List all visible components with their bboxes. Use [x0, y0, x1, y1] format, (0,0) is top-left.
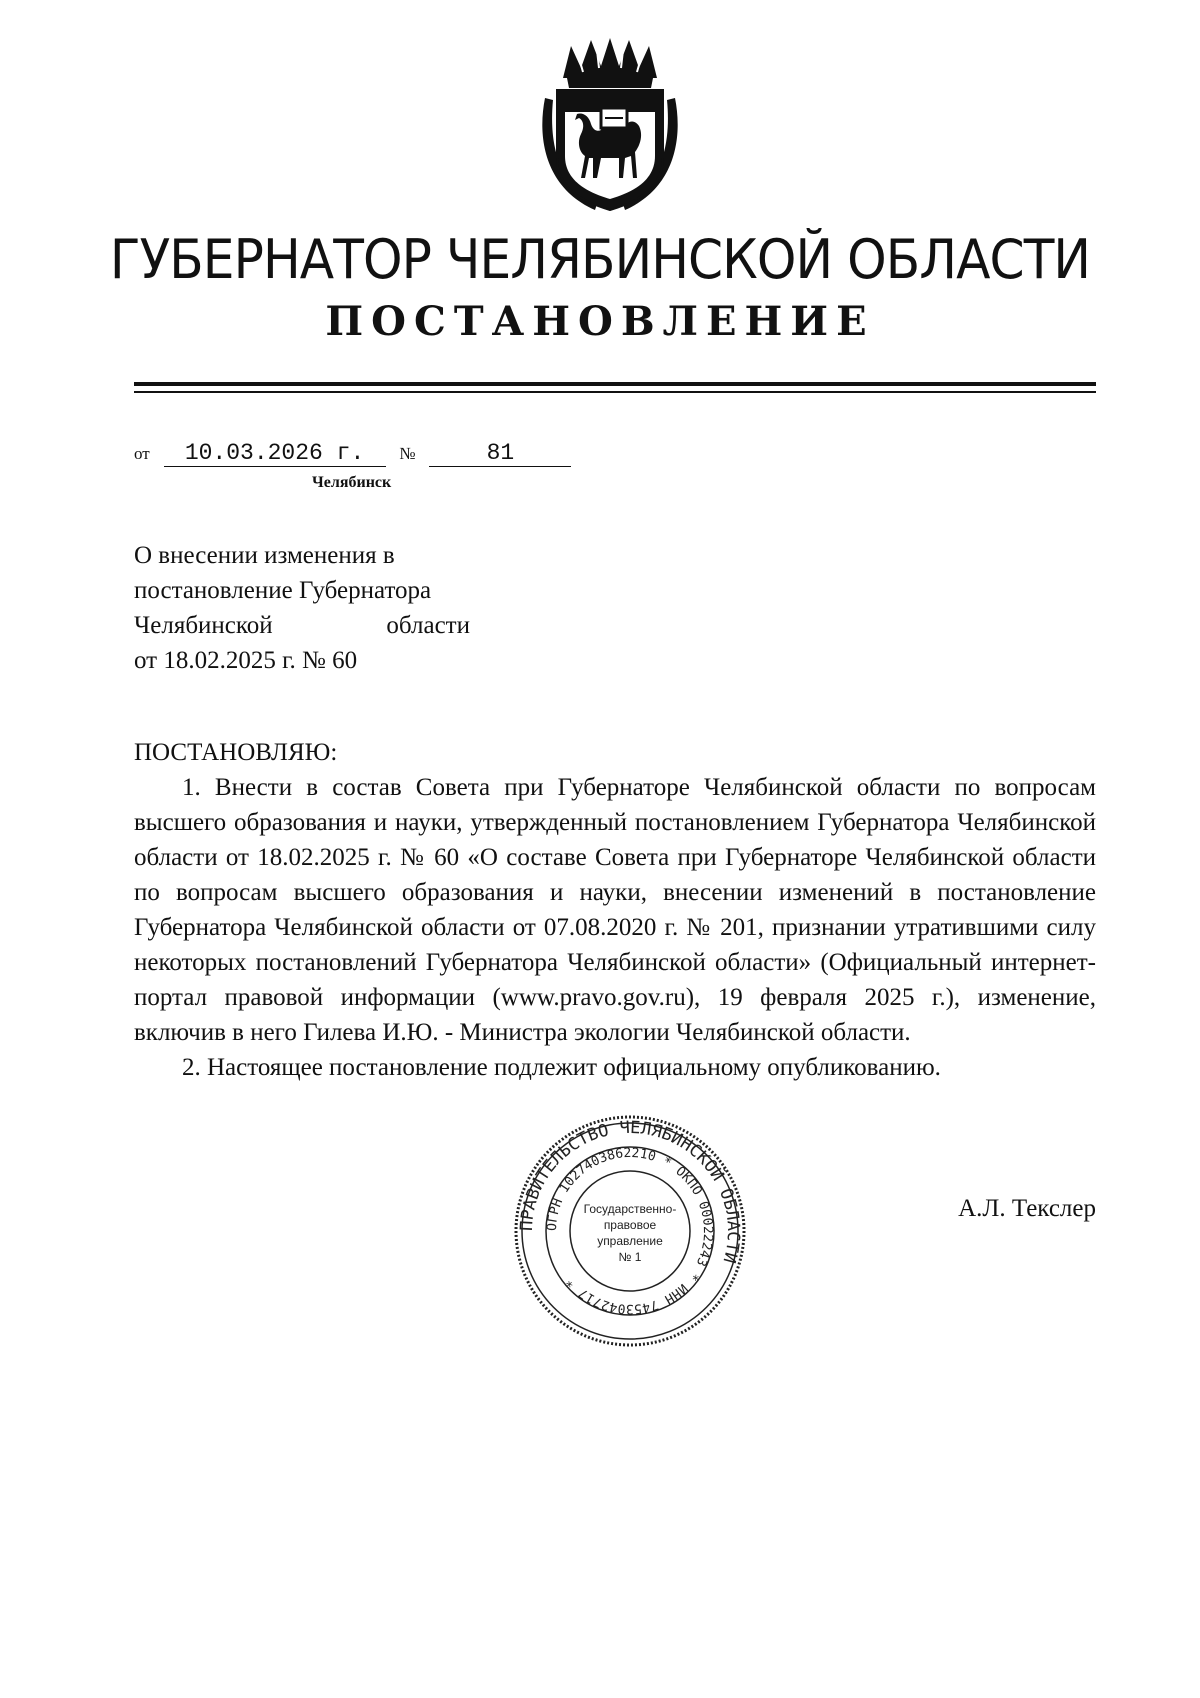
signatory-name: А.Л. Текслер [958, 1195, 1096, 1222]
org-title: ГУБЕРНАТОР ЧЕЛЯБИНСКОЙ ОБЛАСТИ [109, 228, 1091, 291]
seal-outer-text: ПРАВИТЕЛЬСТВО ЧЕЛЯБИНСКОЙ ОБЛАСТИ [516, 1117, 744, 1266]
paragraph-2: 2. Настоящее постановление подлежит официальному опубликованию. [182, 1054, 941, 1081]
seal-center-line-4: № 1 [618, 1250, 642, 1264]
paragraph-1: 1. Внести в состав Совета при Губернаторе Челябинской области по вопросам высшего образования и науки, утвержденный постановлением Губернатора Челябинской области от 18.02.2025 г. № 60 «О составе Совета при Губернаторе Челябинской области по вопросам высшего образования и науки, внесении изменений в постановление Губернатора Челябинской области от 07.08.2020 г. № 201, признании утратившими силу некоторых постановлений Губернатора Челябинской области» (Официальный интернет-портал правовой информации (www.pravo.gov.ru), 19 февраля 2025 г.), изменение, включив в него Гилева И.Ю. - Министра экологии Челябинской области. [134, 774, 1096, 1046]
subject-line-1-text: О внесении изменения в [134, 542, 395, 569]
header-rule [134, 382, 1096, 386]
doc-type: ПОСТАНОВЛЕНИЕ [325, 298, 875, 345]
subject-line-2: постановление Губернатора [134, 577, 432, 604]
doc-subject [134, 538, 470, 678]
subject-line-3 [134, 608, 470, 643]
seal-center-line-3: управление [597, 1234, 663, 1248]
doc-number: 81 [429, 440, 571, 467]
number-prefix: № [399, 444, 416, 463]
official-seal [512, 1113, 748, 1349]
header-rule-thin [134, 391, 1096, 393]
doc-body [134, 735, 1096, 1085]
subject-line-4: от 18.02.2025 г. № 60 [134, 647, 358, 674]
date-prefix: от [134, 444, 150, 463]
date-number-row [134, 440, 571, 467]
city: Челябинск [312, 474, 392, 491]
ruling-word: ПОСТАНОВЛЯЮ: [134, 739, 338, 766]
coat-of-arms-icon [535, 38, 685, 218]
subject-line-3a: Челябинской [134, 612, 273, 639]
seal-center-line-2: правовое [603, 1218, 657, 1232]
subject-line-1 [134, 538, 470, 573]
doc-date: 10.03.2026 г. [164, 440, 386, 467]
seal-inner-text: ОГРН 1027403862210 * ОКПО 00022243 * ИНН 7453042717 * [544, 1145, 716, 1317]
seal-center-line-1: Государственно- [583, 1202, 677, 1216]
subject-line-3b: области [386, 612, 470, 639]
